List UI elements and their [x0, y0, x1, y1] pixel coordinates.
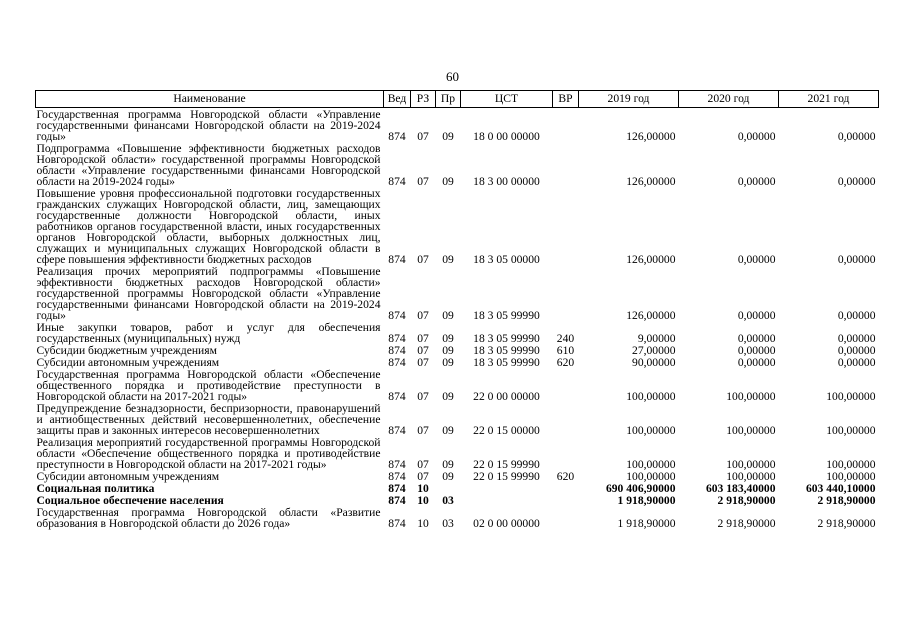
- cell-2021: 0,00000: [837, 344, 876, 357]
- cell-name: Реализация прочих мероприятий подпрограммы «Повышение эффективности бюджетных расходов Новгородской области» государственной программы Новгородской области «Управление государственными финансами Новгородской области на 2019-2024 годы»: [36, 265, 381, 322]
- cell-2021: 0,00000: [837, 332, 876, 345]
- cell-2021: 100,00000: [826, 470, 876, 483]
- header-2020: 2020 год: [679, 91, 779, 108]
- cell-2019: 126,00000: [626, 253, 676, 266]
- cell-ved: 874: [388, 130, 406, 143]
- page-number: 60: [446, 69, 459, 84]
- cell-name: Предупреждение безнадзорности, беспризорности, правонарушений и антиобщественных действий несовершеннолетних, обеспечение защиты прав и законных интересов несовершеннолетних: [36, 402, 381, 437]
- table-row: [36, 108, 879, 143]
- cell-rz: 07: [417, 356, 429, 369]
- cell-rz: 07: [417, 332, 429, 345]
- cell-vr: 240: [556, 332, 575, 345]
- cell-ved: 874: [388, 356, 406, 369]
- header-rz: РЗ: [411, 91, 436, 108]
- cell-ved: 874: [388, 458, 406, 471]
- cell-cst: 18 3 05 99990: [473, 309, 540, 322]
- cell-name: Социальная политика: [36, 482, 155, 495]
- cell-cst: 22 0 15 00000: [473, 424, 540, 437]
- table-row: [36, 142, 879, 187]
- cell-cst: 18 3 05 99990: [473, 356, 540, 369]
- cell-rz: 07: [417, 344, 429, 357]
- cell-cst: 18 3 05 00000: [473, 253, 540, 266]
- cell-ved: 874: [388, 424, 406, 437]
- header-2019: 2019 год: [579, 91, 679, 108]
- cell-name: Повышение уровня профессиональной подготовки государственных гражданских служащих Новгородской области, лиц, замещающих государственные должности Новгородской области, иных работников органов государственной власти, иных государственных органов Новгородской области, выборных должностных лиц, служащих и муниципальных служащих Новгородской области в сфере повышения эффективности бюджетных расходов: [36, 187, 381, 266]
- table-row: [36, 356, 879, 368]
- cell-pr: 09: [442, 470, 454, 483]
- cell-pr: 09: [442, 424, 454, 437]
- cell-rz: 07: [417, 130, 429, 143]
- cell-ved: 874: [388, 494, 406, 507]
- cell-vr: [553, 187, 579, 265]
- cell-2021: 0,00000: [837, 175, 876, 188]
- cell-ved: 874: [388, 482, 406, 495]
- table-body: [36, 108, 879, 530]
- cell-2019: 1 918,90000: [617, 517, 676, 530]
- cell-pr: 09: [442, 130, 454, 143]
- header-cst: ЦСТ: [461, 91, 553, 108]
- cell-pr: [436, 482, 461, 494]
- table-row: [36, 187, 879, 265]
- cell-vr: [553, 436, 579, 470]
- cell-ved: 874: [388, 253, 406, 266]
- cell-2021: 100,00000: [826, 390, 876, 403]
- cell-2020: 0,00000: [737, 175, 776, 188]
- table-row: [36, 482, 879, 494]
- cell-pr: 09: [442, 344, 454, 357]
- cell-rz: 10: [417, 517, 429, 530]
- cell-cst: 18 3 05 99990: [473, 344, 540, 357]
- cell-rz: 07: [417, 470, 429, 483]
- cell-pr: 03: [442, 517, 454, 530]
- cell-cst: 02 0 00 00000: [473, 517, 540, 530]
- cell-2020: 100,00000: [726, 424, 776, 437]
- cell-pr: 09: [442, 332, 454, 345]
- cell-name: Подпрограмма «Повышение эффективности бюджетных расходов Новгородской области» государственной программы Новгородской области «Управление государственными финансами Новгородской области на 2019-2024 годы»: [36, 142, 381, 188]
- cell-2020: 0,00000: [737, 356, 776, 369]
- cell-rz: 07: [417, 424, 429, 437]
- cell-2021: 2 918,90000: [817, 494, 876, 507]
- cell-pr: 09: [442, 253, 454, 266]
- cell-name: Государственная программа Новгородской области «Развитие образования в Новгородской области до 2026 года»: [36, 506, 381, 530]
- cell-vr: [553, 506, 579, 529]
- header-2021: 2021 год: [779, 91, 879, 108]
- cell-2020: 0,00000: [737, 332, 776, 345]
- table-row: [36, 265, 879, 321]
- cell-vr: [553, 402, 579, 436]
- header-name: Наименование: [36, 91, 384, 108]
- cell-2019: 27,00000: [632, 344, 676, 357]
- cell-name: Государственная программа Новгородской области «Управление государственными финансами Новгородской области на 2019-2024 годы»: [36, 108, 381, 143]
- cell-pr: 09: [442, 356, 454, 369]
- cell-ved: 874: [388, 309, 406, 322]
- table-row: [36, 368, 879, 402]
- cell-ved: 874: [388, 470, 406, 483]
- cell-pr: 03: [442, 494, 454, 507]
- cell-vr: [553, 368, 579, 402]
- table-row: [36, 321, 879, 344]
- cell-2020: 0,00000: [737, 344, 776, 357]
- cell-rz: 07: [417, 175, 429, 188]
- cell-name: Субсидии автономным учреждениям: [36, 356, 220, 369]
- cell-2019: 126,00000: [626, 175, 676, 188]
- cell-2019: 126,00000: [626, 130, 676, 143]
- cell-2020: 2 918,90000: [717, 517, 776, 530]
- cell-2020: 0,00000: [737, 309, 776, 322]
- cell-2020: 100,00000: [726, 390, 776, 403]
- cell-2019: 100,00000: [626, 470, 676, 483]
- table-row: [36, 494, 879, 506]
- cell-vr: 620: [556, 470, 575, 483]
- budget-table: [35, 90, 879, 529]
- table-header: [36, 91, 879, 108]
- cell-vr: 610: [556, 344, 575, 357]
- header-ved: Вед: [384, 91, 411, 108]
- table-row: [36, 344, 879, 356]
- cell-rz: 10: [417, 494, 429, 507]
- cell-2019: 126,00000: [626, 309, 676, 322]
- cell-2021: 100,00000: [826, 424, 876, 437]
- cell-2019: 690 406,90000: [605, 482, 676, 495]
- cell-vr: [553, 108, 579, 143]
- cell-cst: 18 3 05 99990: [473, 332, 540, 345]
- cell-2019: 9,00000: [637, 332, 676, 345]
- cell-2021: 0,00000: [837, 130, 876, 143]
- cell-vr: [553, 265, 579, 321]
- cell-2020: 0,00000: [737, 253, 776, 266]
- cell-name: Государственная программа Новгородской области «Обеспечение общественного порядка и противодействие преступности в Новгородской области на 2017-2021 годы»: [36, 368, 381, 403]
- table-row: [36, 470, 879, 482]
- cell-2019: 1 918,90000: [617, 494, 676, 507]
- cell-2020: 100,00000: [726, 470, 776, 483]
- cell-vr: [553, 494, 579, 506]
- cell-vr: [553, 482, 579, 494]
- cell-cst: 22 0 00 00000: [473, 390, 540, 403]
- cell-2021: 0,00000: [837, 253, 876, 266]
- cell-pr: 09: [442, 390, 454, 403]
- cell-pr: 09: [442, 458, 454, 471]
- cell-cst: 18 0 00 00000: [473, 130, 540, 143]
- cell-cst: [461, 482, 553, 494]
- cell-2019: 100,00000: [626, 390, 676, 403]
- cell-name: Социальное обеспечение населения: [36, 494, 224, 507]
- cell-2021: 0,00000: [837, 356, 876, 369]
- cell-rz: 07: [417, 458, 429, 471]
- cell-ved: 874: [388, 390, 406, 403]
- cell-ved: 874: [388, 175, 406, 188]
- cell-2019: 90,00000: [632, 356, 676, 369]
- header-vr: ВР: [553, 91, 579, 108]
- cell-vr: [553, 142, 579, 187]
- cell-vr: 620: [556, 356, 575, 369]
- cell-2021: 2 918,90000: [817, 517, 876, 530]
- cell-2020: 2 918,90000: [717, 494, 776, 507]
- cell-2021: 603 440,10000: [805, 482, 876, 495]
- cell-cst: 22 0 15 99990: [473, 470, 540, 483]
- cell-pr: 09: [442, 175, 454, 188]
- cell-name: Субсидии бюджетным учреждениям: [36, 344, 217, 357]
- cell-cst: 18 3 00 00000: [473, 175, 540, 188]
- table-row: [36, 402, 879, 436]
- cell-ved: 874: [388, 344, 406, 357]
- cell-2021: 0,00000: [837, 309, 876, 322]
- cell-2020: 603 183,40000: [705, 482, 776, 495]
- cell-rz: 10: [417, 482, 429, 495]
- cell-rz: 07: [417, 390, 429, 403]
- cell-2019: 100,00000: [626, 458, 676, 471]
- cell-ved: 874: [388, 517, 406, 530]
- cell-2019: 100,00000: [626, 424, 676, 437]
- cell-rz: 07: [417, 253, 429, 266]
- cell-rz: 07: [417, 309, 429, 322]
- cell-name: Иные закупки товаров, работ и услуг для обеспечения государственных (муниципальных) нужд: [36, 321, 381, 345]
- cell-name: Реализация мероприятий государственной программы Новгородской области «Обеспечение общественного порядка и противодействие преступности в Новгородской области на 2017-2021 годы»: [36, 436, 381, 471]
- header-pr: Пр: [436, 91, 461, 108]
- cell-2020: 0,00000: [737, 130, 776, 143]
- cell-2021: 100,00000: [826, 458, 876, 471]
- cell-name: Субсидии автономным учреждениям: [36, 470, 220, 483]
- cell-cst: 22 0 15 99990: [473, 458, 540, 471]
- table-row: [36, 436, 879, 470]
- cell-pr: 09: [442, 309, 454, 322]
- cell-ved: 874: [388, 332, 406, 345]
- cell-2020: 100,00000: [726, 458, 776, 471]
- cell-cst: [461, 494, 553, 506]
- table-row: [36, 506, 879, 529]
